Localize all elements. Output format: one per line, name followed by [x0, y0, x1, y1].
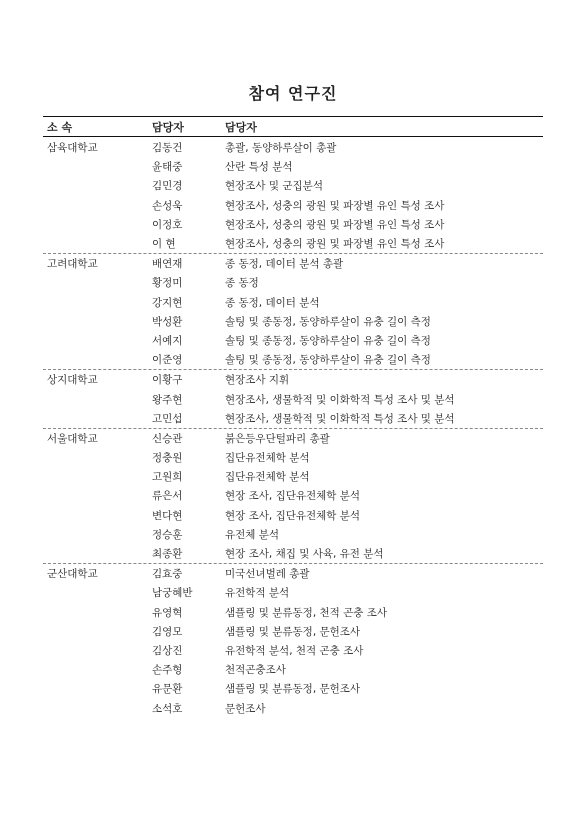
- table-row: [43, 448, 543, 467]
- member-name: 손주형: [152, 664, 183, 677]
- table-row: [43, 176, 543, 195]
- affiliation-group: [43, 370, 543, 429]
- member-role: 현장조사, 성충의 광원 및 파장별 유인 특성 조사: [225, 199, 445, 212]
- table-row: [43, 660, 543, 679]
- member-role: 솔팅 및 종동정, 동양하루살이 유충 길이 측정: [225, 315, 431, 328]
- table-row: [43, 293, 543, 312]
- member-role: 현장 조사, 집단유전체학 분석: [225, 509, 361, 522]
- table-row: [43, 525, 543, 544]
- member-role: 문헌조사: [225, 702, 266, 715]
- table-row: [43, 409, 543, 428]
- member-role: 붉은등우단털파리 총괄: [225, 432, 330, 445]
- member-role: 유전체 분석: [225, 528, 280, 541]
- member-name: 김상진: [152, 644, 183, 657]
- table-row: [43, 429, 543, 448]
- table-row: [43, 564, 543, 583]
- member-name: 김영모: [152, 625, 183, 638]
- header-role: 담당자: [225, 120, 257, 134]
- member-name: 서예지: [152, 334, 183, 347]
- member-role: 현장조사, 생물학적 및 이화학적 특성 조사 및 분석: [225, 393, 455, 406]
- member-name: 정충원: [152, 452, 183, 465]
- member-role: 천적곤충조사: [225, 664, 286, 677]
- table-row: [43, 389, 543, 408]
- member-name: 박성환: [152, 315, 183, 328]
- affiliation-cell: 군산대학교: [47, 568, 98, 581]
- member-name: 정승훈: [152, 528, 183, 541]
- member-name: 이황구: [152, 374, 183, 387]
- header-rule: [43, 136, 543, 137]
- member-role: 집단유전체학 분석: [225, 452, 310, 465]
- member-name: 최종환: [152, 548, 183, 561]
- table-row: [43, 312, 543, 331]
- member-role: 솔팅 및 종동정, 동양하루살이 유충 길이 측정: [225, 354, 431, 367]
- member-name: 신승관: [152, 432, 183, 445]
- table-row: [43, 641, 543, 660]
- member-name: 황정미: [152, 277, 183, 290]
- table-row: [43, 467, 543, 486]
- member-name: 윤태중: [152, 161, 183, 174]
- table-row: [43, 370, 543, 389]
- table-row: [43, 506, 543, 525]
- member-role: 집단유전체학 분석: [225, 471, 310, 484]
- member-role: 종 동정, 데이터 분석: [225, 296, 320, 309]
- member-role: 현장조사 및 군집분석: [225, 180, 323, 193]
- member-name: 강지현: [152, 296, 183, 309]
- table-row: [43, 603, 543, 622]
- member-role: 종 동정, 데이터 분석 총괄: [225, 258, 344, 271]
- member-role: 샘플링 및 분류동정, 문헌조사: [225, 683, 361, 696]
- header-name: 담당자: [152, 120, 184, 134]
- member-role: 산란 특성 분석: [225, 161, 293, 174]
- header-affiliation: 소 속: [47, 120, 73, 134]
- table-row: [43, 196, 543, 215]
- member-name: 남궁혜반: [152, 587, 193, 600]
- table-row: [43, 544, 543, 563]
- research-team-table: [43, 116, 543, 718]
- member-name: 유문환: [152, 683, 183, 696]
- member-role: 솔팅 및 종동정, 동양하루살이 유충 길이 측정: [225, 334, 431, 347]
- member-role: 총괄, 동양하루살이 총괄: [225, 142, 337, 155]
- affiliation-cell: 서울대학교: [47, 432, 98, 445]
- table-header: [43, 117, 543, 136]
- member-name: 김동건: [152, 142, 183, 155]
- member-name: 고원희: [152, 471, 183, 484]
- member-name: 김민경: [152, 180, 183, 193]
- table-row: [43, 350, 543, 369]
- member-name: 변다현: [152, 509, 183, 522]
- table-row: [43, 138, 543, 157]
- member-role: 샘플링 및 분류동정, 문헌조사: [225, 625, 361, 638]
- table-row: [43, 679, 543, 698]
- member-name: 이 현: [152, 238, 176, 251]
- member-role: 현장조사 지휘: [225, 374, 290, 387]
- member-name: 배연재: [152, 258, 183, 271]
- member-role: 현장조사, 생물학적 및 이화학적 특성 조사 및 분석: [225, 412, 455, 425]
- member-role: 샘플링 및 분류동정, 천적 곤충 조사: [225, 606, 388, 619]
- member-role: 현장 조사, 집단유전체학 분석: [225, 490, 361, 503]
- affiliation-group: [43, 429, 543, 564]
- member-role: 유전학적 분석: [225, 587, 290, 600]
- member-name: 이정호: [152, 218, 183, 231]
- table-body: [43, 138, 543, 718]
- table-row: [43, 331, 543, 350]
- table-row: [43, 215, 543, 234]
- page-title: 참여 연구진: [248, 84, 338, 103]
- member-name: 이준영: [152, 354, 183, 367]
- table-row: [43, 157, 543, 176]
- table-row: [43, 622, 543, 641]
- table-row: [43, 254, 543, 273]
- member-role: 종 동정: [225, 277, 259, 290]
- member-name: 김효중: [152, 568, 183, 581]
- affiliation-cell: 삼육대학교: [47, 142, 98, 155]
- member-role: 현장조사, 성충의 광원 및 파장별 유인 특성 조사: [225, 218, 445, 231]
- member-name: 류은서: [152, 490, 183, 503]
- member-name: 손성욱: [152, 199, 183, 212]
- member-role: 현장조사, 성충의 광원 및 파장별 유인 특성 조사: [225, 238, 445, 251]
- member-name: 소석호: [152, 702, 183, 715]
- member-name: 고민섭: [152, 412, 183, 425]
- affiliation-cell: 상지대학교: [47, 374, 98, 387]
- member-role: 미국선녀벌레 총괄: [225, 568, 310, 581]
- member-name: 유영혁: [152, 606, 183, 619]
- affiliation-group: [43, 254, 543, 370]
- table-row: [43, 234, 543, 253]
- table-row: [43, 486, 543, 505]
- member-role: 유전학적 분석, 천적 곤충 조사: [225, 644, 364, 657]
- affiliation-group: [43, 138, 543, 254]
- table-row: [43, 583, 543, 602]
- table-row: [43, 273, 543, 292]
- table-row: [43, 698, 543, 717]
- affiliation-group: [43, 564, 543, 718]
- member-role: 현장 조사, 채집 및 사육, 유전 분석: [225, 548, 384, 561]
- affiliation-cell: 고려대학교: [47, 258, 98, 271]
- member-name: 왕주현: [152, 393, 183, 406]
